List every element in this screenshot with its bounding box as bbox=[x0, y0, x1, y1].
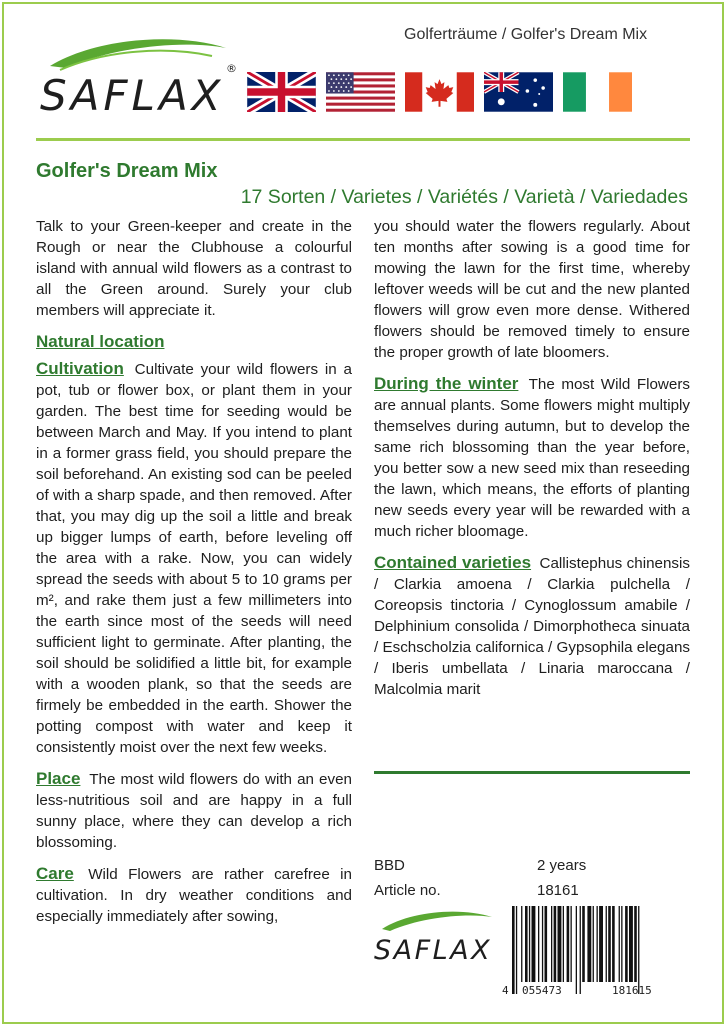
ireland-flag-icon bbox=[563, 72, 632, 112]
right-column bbox=[374, 216, 690, 710]
saflax-logo bbox=[36, 28, 241, 123]
saflax-logo-small bbox=[370, 905, 500, 970]
canada-flag-icon bbox=[405, 72, 474, 112]
barcode-bar bbox=[629, 906, 633, 982]
article-label: Article no. bbox=[374, 882, 441, 899]
barcode-bar bbox=[521, 906, 522, 982]
barcode-bar bbox=[580, 906, 581, 994]
svg-text:®: ® bbox=[226, 62, 237, 75]
barcode-bar bbox=[529, 906, 530, 982]
barcode-bar bbox=[571, 906, 572, 982]
svg-text:SAFLAX: SAFLAX bbox=[374, 935, 493, 966]
barcode-bar bbox=[558, 906, 562, 982]
barcode-bar bbox=[625, 906, 628, 982]
australia-flag-icon bbox=[484, 72, 553, 112]
product-subtitle: 17 Sorten / Varietes / Variétés / Varietà / Variedades bbox=[240, 186, 688, 208]
barcode-bar bbox=[545, 906, 548, 982]
left-column bbox=[36, 216, 352, 937]
barcode-bar bbox=[538, 906, 539, 982]
svg-text:055473: 055473 bbox=[522, 984, 562, 996]
barcode-bar bbox=[619, 906, 620, 982]
varieties-heading: Contained varieties bbox=[374, 553, 532, 572]
place-text: The most wild flowers do with an even less-nutritious soil and are happy in a full sunny place, where they can develop a rich blossoming. bbox=[36, 771, 352, 851]
barcode-bar bbox=[525, 906, 528, 982]
barcode bbox=[500, 906, 692, 996]
varieties-divider bbox=[374, 771, 690, 774]
care-text: Wild Flowers are rather carefree in cultivation. In dry weather conditions and especially immediately after sowing, bbox=[36, 866, 352, 925]
barcode-bar bbox=[542, 906, 543, 982]
intro-paragraph: Talk to your Green-keeper and create in the Rough or near the Clubhouse a colourful island with annual wild flowers as a contrast to all the Green around. Surely your club members will appreciate it. bbox=[36, 218, 352, 319]
barcode-bar bbox=[606, 906, 607, 982]
care-section bbox=[36, 863, 352, 927]
winter-text: The most Wild Flowers are annual plants. Some flowers might multiply themselves during autumn, but to develop the same rich blossoming than the year before, you better sow a new seed mix than reseeding the lawn, which means, the efforts of planting new seeds every year will be rewarded with a much richer bloomage. bbox=[374, 376, 690, 540]
bbd-value: 2 years bbox=[537, 857, 587, 874]
winter-heading: During the winter bbox=[374, 374, 519, 393]
place-heading: Place bbox=[36, 769, 81, 788]
article-value: 18161 bbox=[537, 882, 579, 899]
barcode-bar bbox=[587, 906, 591, 982]
uk-flag-icon bbox=[247, 72, 316, 112]
barcode-bar bbox=[554, 906, 557, 982]
barcode-bar bbox=[576, 906, 577, 994]
barcode-bar bbox=[599, 906, 603, 982]
barcode-bar bbox=[551, 906, 552, 982]
logo-text: SAFLAX bbox=[40, 71, 225, 120]
cultivation-section bbox=[36, 358, 352, 758]
bbd-label: BBD bbox=[374, 857, 405, 874]
barcode-bar bbox=[567, 906, 570, 982]
barcode-bar bbox=[621, 906, 622, 982]
svg-text:181615: 181615 bbox=[612, 984, 652, 996]
barcode-bar bbox=[512, 906, 515, 994]
care-continued: you should water the flowers regularly. About ten months after sowing is a good time for mowing the lawn for the first time, whereby leftover weeds will be cut and the new planted flowers will grow even more dense. Withered flowers should be removed timely to ensure the proper growth of late bloomers. bbox=[374, 218, 690, 361]
cultivation-heading: Cultivation bbox=[36, 359, 124, 378]
winter-section bbox=[374, 373, 690, 542]
varieties-section bbox=[374, 552, 690, 700]
care-heading: Care bbox=[36, 864, 74, 883]
natural-location-heading: Natural location bbox=[36, 332, 165, 351]
barcode-bar bbox=[608, 906, 611, 982]
varieties-text: Callistephus chinensis / Clarkia amoena / Clarkia pulchella / Coreopsis tinctoria / Cynoglossum amabile / Delphinium consolida / Dimorphotheca sinuata / Eschscholzia californica / Gypsophila elegans / Iberis umbellata / Linaria maroccana / Malcolmia marit bbox=[374, 555, 690, 698]
barcode-bar bbox=[563, 906, 564, 982]
svg-text:4: 4 bbox=[502, 984, 509, 996]
barcode-bar bbox=[597, 906, 598, 982]
header-title: Golferträume / Golfer's Dream Mix bbox=[404, 26, 648, 43]
barcode-bar bbox=[612, 906, 615, 982]
place-section bbox=[36, 768, 352, 853]
cultivation-text: Cultivate your wild flowers in a pot, tub or flower box, or plant them in your garden. The best time for seeding would be between March and May. If you intend to plant in a former grass field, you should prepare the soil beforehand. An existing sod can be peeled of with a sharp spade, and then removed. After that, you may dig up the soil a little and break up bigger lumps of earth, before leveling off the area with a rake. Now, you can widely spread the seeds with about 5 to 10 grams per m², and rake them just a few millimeters into the earth since most of the seeds will need sufficient light to germinate. After planting, the soil should be solidified a little bit, for example with a wooden plank, so that the seeds are firmely be embedded in the earth. Shower the potting compost with water and keep it consistently moist over the next few weeks. bbox=[36, 361, 352, 756]
header-divider bbox=[36, 138, 690, 141]
barcode-bar bbox=[532, 906, 536, 982]
barcode-bar bbox=[593, 906, 594, 982]
product-title: Golfer's Dream Mix bbox=[36, 160, 218, 182]
barcode-bar bbox=[638, 906, 639, 994]
barcode-bar bbox=[516, 906, 517, 994]
barcode-bar bbox=[634, 906, 637, 982]
us-flag-icon bbox=[326, 72, 395, 112]
flag-row bbox=[247, 72, 632, 112]
barcode-bar bbox=[582, 906, 585, 982]
